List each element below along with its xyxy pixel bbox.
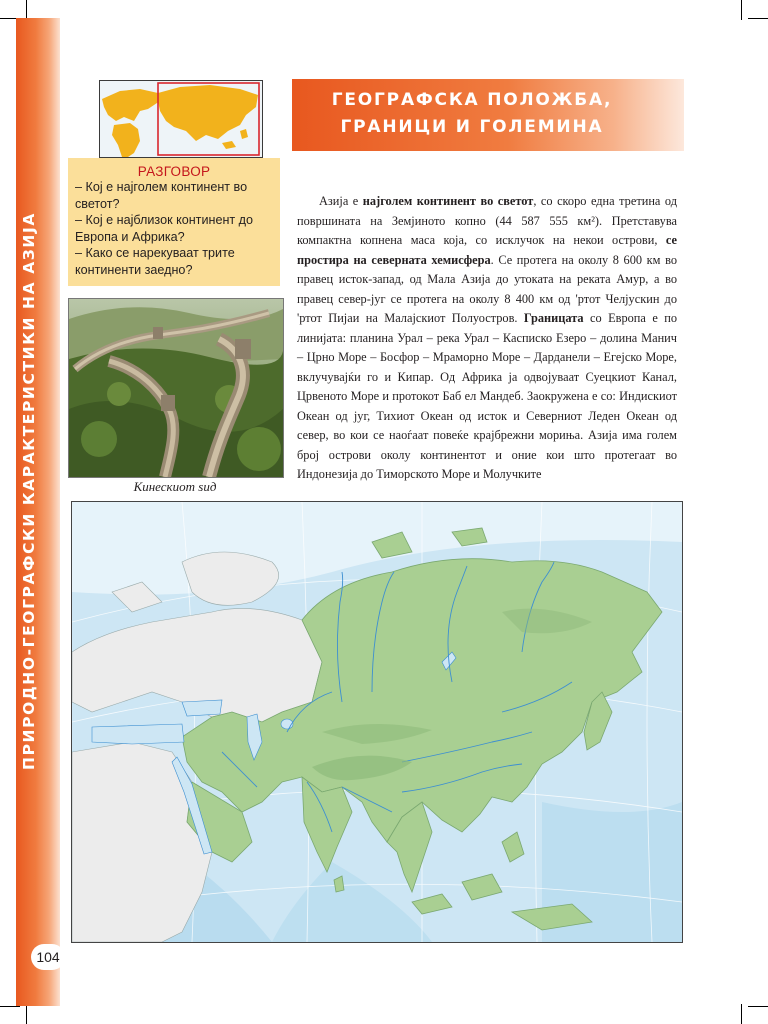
body-text-run: со Европа е по линијата: планина Урал – река Урал – Касписко Езеро – долина Манич – Црно Море – Босфор – Мраморно Море – Дарданели – Егејско Море, вклучувајќи го и Кипар. Од Африка ја одвојуваат Суецкиот Канал, Црвеното Море и протокот Баб ел Мандеб. Заокружена е со: Индискиот Океан од југ, Тихиот Океан од исток и Северниот Леден Океан од север, во кои се наоѓаат повеќе крајбрежни мориња. Азија има голем број острови околу континентот и оние кои што протегаат во Индонезија до Тиморското Море и Молучките [297, 311, 677, 481]
photo-caption: Кинескиот ѕид [133, 479, 217, 494]
discussion-box [68, 158, 280, 286]
discussion-question-2: – Кој е најблизок континент до Европа и Африка? [75, 213, 254, 244]
section-heading [292, 87, 652, 141]
crop-mark [748, 1006, 768, 1007]
body-paragraph [297, 192, 677, 485]
crop-mark [741, 0, 742, 20]
body-text-run: , со скоро една третина од површината на Земјиното копно (44 587 555 км²). Претставува компактна копнена маса која, со исклучок на некои острови, [297, 194, 678, 247]
chapter-title: ПРИРОДНО-ГЕОГРАФСКИ КАРАКТЕРИСТИКИ НА АЗИЈА [20, 212, 38, 770]
crop-mark [26, 1004, 27, 1024]
crop-mark [26, 0, 27, 20]
crop-mark [741, 1004, 742, 1024]
locator-map [99, 80, 263, 158]
heading-line-2: ГРАНИЦИ И ГОЛЕМИНА [340, 117, 604, 137]
heading-line-1: ГЕОГРАФСКА ПОЛОЖБА, [331, 90, 613, 110]
crop-mark [748, 18, 768, 19]
discussion-question-3: – Како се нарекуваат трите континенти заедно? [75, 246, 235, 277]
body-bold-run: најголем континент во светот [362, 194, 534, 208]
discussion-title: РАЗГОВОР [137, 164, 211, 179]
body-bold-run: Границата [523, 311, 584, 325]
body-text-run: . Се протега на околу 8 600 км во правец исток-запад, од Мала Азија до утоката на реката Амур, а во правец север-југ се протега на околу 8 400 км од 'ртот Челјускин до 'ртот Пијаи на Малајскиот Полуостров. [297, 252, 677, 325]
discussion-question-1: – Кој е најголем континент во светот? [75, 180, 248, 211]
great-wall-photo [68, 298, 284, 478]
section-heading-band [292, 79, 684, 151]
asia-physical-map [71, 501, 683, 943]
body-text-run: Азија е [319, 194, 363, 208]
crop-mark [0, 1006, 20, 1007]
page-number: 104 [31, 944, 65, 970]
body-bold-run: се простира на северната хемисфера [297, 233, 677, 267]
